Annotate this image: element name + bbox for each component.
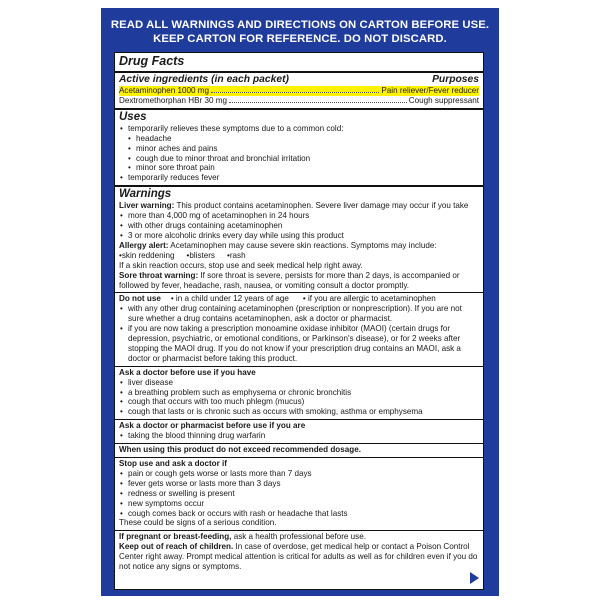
keep-out-warning — [119, 542, 479, 572]
banner-line-1: READ ALL WARNINGS AND DIRECTIONS ON CARTON BEFORE USE. — [110, 19, 490, 31]
allergy-symptom: • rash — [227, 251, 246, 261]
ingredient-purpose: Pain reliever/Fever reducer — [381, 86, 479, 95]
ask-pharmacist-item: • taking the blood thinning drug warfarin — [119, 431, 479, 441]
warnings-section — [115, 185, 483, 292]
sore-throat-text: If sore throat is severe, persists for more than 2 days, is accompanied or followed by fever, headache, rash, nausea, or vomiting consult a doctor promptly. — [119, 270, 460, 290]
ingredient-row — [119, 96, 479, 106]
stop-use-item: • new symptoms occur — [119, 499, 479, 509]
do-not-use-item: • in a child under 12 years of age — [170, 294, 289, 304]
drug-facts-title: Drug Facts — [119, 54, 185, 68]
uses-last-item: • temporarily reduces fever — [119, 173, 479, 183]
ask-doctor-item: • a breathing problem such as emphysema or chronic bronchitis — [119, 388, 479, 398]
leader-dots — [211, 86, 379, 93]
do-not-use-item: • with any other drug containing acetaminophen (prescription or nonprescription). If you are not sure whether a drug contains acetaminophen, ask a doctor or pharmacist. — [119, 304, 479, 324]
dose-warning: When using this product do not exceed recommended dosage. — [119, 445, 361, 455]
leader-dots — [229, 96, 407, 103]
uses-title: Uses — [119, 110, 147, 123]
skin-reaction-text: If a skin reaction occurs, stop use and seek medical help right away. — [119, 260, 363, 270]
uses-intro: • temporarily relieves these symptoms due to a common cold: — [119, 124, 479, 134]
ingredient-name: Acetaminophen 1000 mg — [119, 86, 209, 95]
do-not-use-item: • if you are now taking a prescription monoamine oxidase inhibitor (MAOI) (certain drugs for depression, psychiatric, or emotional conditions, or Parkinson's disease), or for 2 weeks after stopping the MAOI drug. If you do not know if your prescription drug contains an MAOI, ask a doctor or pharmacist before taking this product. — [119, 324, 479, 364]
ask-doctor-item: • cough that occurs with too much phlegm (mucus) — [119, 397, 479, 407]
liver-warning-text: This product contains acetaminophen. Severe liver damage may occur if you take — [176, 201, 469, 211]
stop-use-item: • cough comes back or occurs with rash or headache that lasts — [119, 509, 479, 519]
drug-facts-panel — [114, 52, 484, 590]
banner-line-2: KEEP CARTON FOR REFERENCE. DO NOT DISCARD. — [153, 33, 447, 45]
allergy-symptoms — [119, 251, 479, 261]
liver-item: • more than 4,000 mg of acetaminophen in 24 hours — [119, 211, 479, 221]
stop-use-section — [115, 457, 483, 530]
continue-arrow-icon — [470, 572, 479, 584]
dose-warning-section — [115, 443, 483, 457]
carton-background — [101, 8, 499, 596]
ingredient-row — [119, 86, 479, 96]
ask-doctor-item: • cough that lasts or is chronic such as occurs with smoking, asthma or emphysema — [119, 407, 479, 417]
do-not-use-first-line — [119, 294, 479, 304]
active-ingredients-header — [119, 74, 479, 86]
symptom-item: • minor aches and pains — [119, 144, 479, 154]
liver-warning — [119, 201, 479, 211]
allergy-alert-text: Acetaminophen may cause severe skin reactions. Symptoms may include: — [170, 240, 437, 250]
keep-out-text: In case of overdose, get medical help or contact a Poison Control Center right away. Prompt medical attention is critical for adults as well as for children even if you do not notice any signs or symptoms. — [119, 542, 478, 572]
liver-item: • with other drugs containing acetaminophen — [119, 221, 479, 231]
stop-use-label: Stop use and ask a doctor if — [119, 459, 227, 468]
symptom-item: • cough due to minor throat and bronchial irritation — [119, 154, 479, 164]
warnings-title: Warnings — [119, 188, 172, 201]
purposes-label: Purposes — [432, 74, 479, 85]
stop-use-item: • fever gets worse or lasts more than 3 days — [119, 479, 479, 489]
warning-banner — [101, 18, 499, 46]
pregnancy-keep-out-section — [115, 530, 483, 574]
pregnancy-label: If pregnant or breast-feeding, — [119, 532, 232, 542]
keep-out-label: Keep out of reach of children. — [119, 542, 234, 552]
stop-use-note: These could be signs of a serious condition. — [119, 518, 277, 528]
active-ingredients-label: Active ingredients (in each packet) — [119, 74, 289, 85]
sore-throat-warning — [119, 271, 479, 291]
ask-doctor-label: Ask a doctor before use if you have — [119, 367, 256, 377]
allergy-alert — [119, 241, 479, 251]
liver-item: • 3 or more alcoholic drinks every day while using this product — [119, 231, 479, 241]
sore-throat-label: Sore throat warning: — [119, 270, 199, 280]
ask-doctor-section — [115, 366, 483, 420]
allergy-symptom: • blisters — [187, 251, 215, 261]
stop-use-item: • redness or swelling is present — [119, 489, 479, 499]
uses-section — [115, 108, 483, 185]
allergy-alert-label: Allergy alert: — [119, 240, 169, 250]
active-ingredients-section — [115, 71, 483, 108]
ask-doctor-item: • liver disease — [119, 378, 479, 388]
ingredient-purpose: Cough suppressant — [408, 95, 479, 105]
pregnancy-warning — [119, 532, 479, 542]
do-not-use-label: Do not use — [119, 294, 161, 304]
ingredient-name: Dextromethorphan HBr 30 mg — [119, 95, 227, 105]
ask-pharmacist-label: Ask a doctor or pharmacist before use if you are — [119, 421, 306, 431]
do-not-use-section — [115, 292, 483, 365]
liver-warning-label: Liver warning: — [119, 201, 175, 211]
symptom-item: • minor sore throat pain — [119, 163, 479, 173]
do-not-use-item: • if you are allergic to acetaminophen — [302, 294, 436, 304]
allergy-symptom: • skin reddening — [119, 251, 175, 261]
pregnancy-text: ask a health professional before use. — [233, 532, 366, 542]
symptom-item: • headache — [119, 134, 479, 144]
drug-facts-header — [115, 53, 483, 71]
ask-pharmacist-section — [115, 419, 483, 443]
stop-use-item: • pain or cough gets worse or lasts more than 7 days — [119, 469, 479, 479]
